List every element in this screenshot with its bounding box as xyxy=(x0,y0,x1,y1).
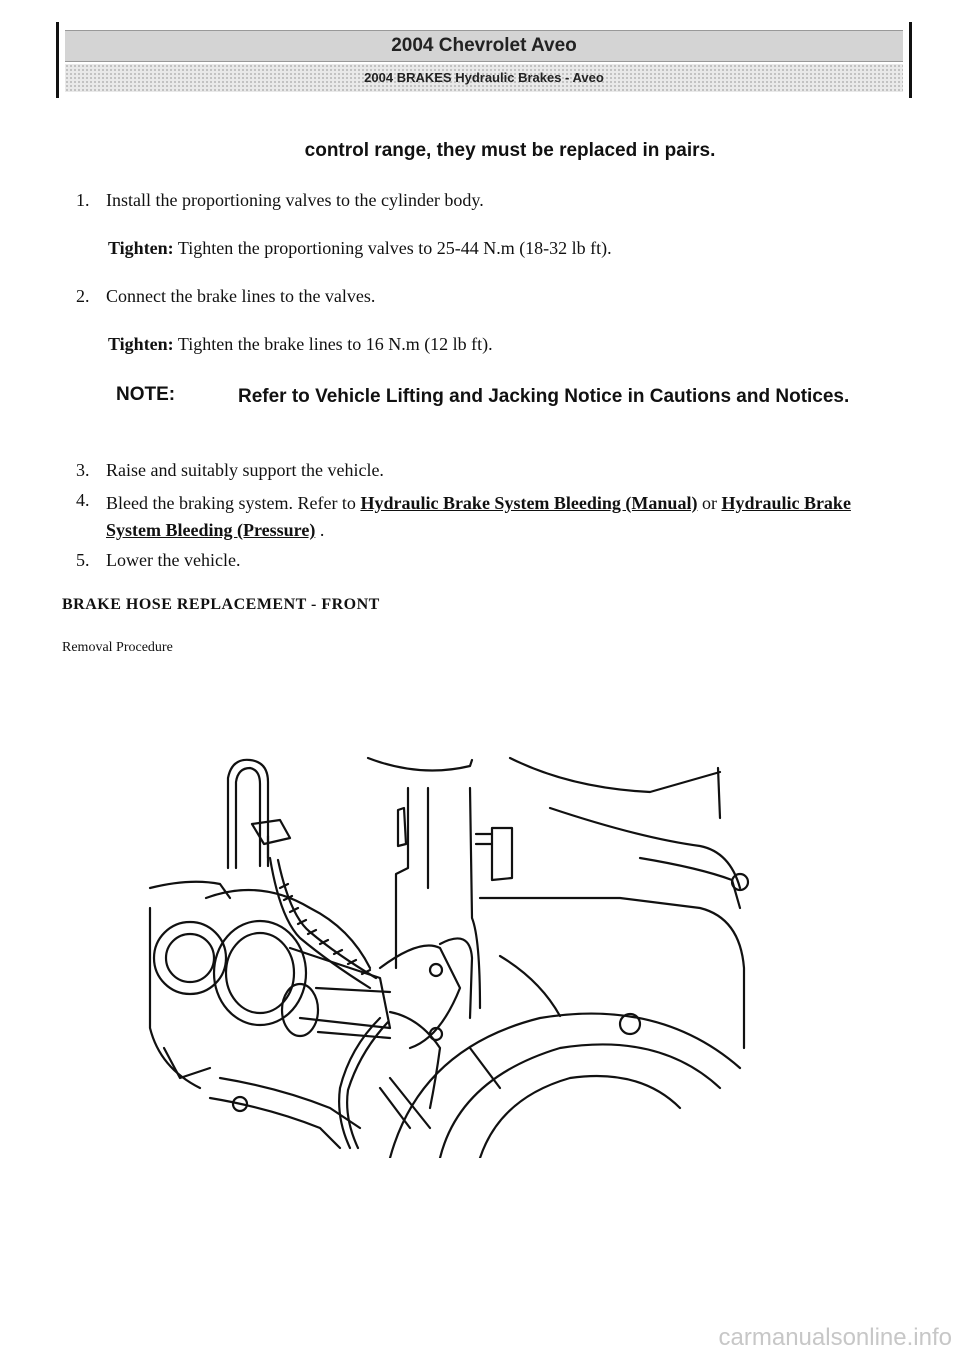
document-subtitle: 2004 BRAKES Hydraulic Brakes - Aveo xyxy=(65,64,903,92)
note-label: NOTE: xyxy=(116,384,176,405)
link-bleeding-manual[interactable]: Hydraulic Brake System Bleeding (Manual) xyxy=(360,493,698,513)
subsection-title: Removal Procedure xyxy=(62,640,173,655)
step-text xyxy=(106,490,866,544)
step-text-end: . xyxy=(319,520,325,540)
step-number: 3. xyxy=(76,460,90,480)
step-text: Lower the vehicle. xyxy=(106,550,241,570)
step-text: Install the proportioning valves to the cylinder body. xyxy=(106,190,484,210)
step-number: 1. xyxy=(76,190,90,210)
tighten-label: Tighten: xyxy=(108,238,174,258)
document-title: 2004 Chevrolet Aveo xyxy=(65,30,903,62)
tighten-label: Tighten: xyxy=(108,334,174,354)
document-header xyxy=(56,22,912,98)
section-title: BRAKE HOSE REPLACEMENT - FRONT xyxy=(62,596,380,613)
step-text: Raise and suitably support the vehicle. xyxy=(106,460,384,480)
link-bleeding-pressure[interactable]: Hydraulic Brake System Bleeding (Pressure) xyxy=(106,493,851,540)
step-number: 5. xyxy=(76,550,90,570)
tighten-text: Tighten the proportioning valves to 25-44 N.m (18-32 lb ft). xyxy=(177,238,612,258)
step-text-lead: Bleed the braking system. Refer to xyxy=(106,493,356,513)
note-text: Refer to Vehicle Lifting and Jacking Notice in Cautions and Notices. xyxy=(238,386,850,407)
step-number: 2. xyxy=(76,286,90,306)
continued-text: control range, they must be replaced in pairs. xyxy=(304,140,716,161)
step-text: Connect the brake lines to the valves. xyxy=(106,286,376,306)
tighten-text: Tighten the brake lines to 16 N.m (12 lb ft). xyxy=(177,334,493,354)
watermark: carmanualsonline.info xyxy=(718,1324,952,1351)
step-text-or: or xyxy=(701,493,717,513)
step-number: 4. xyxy=(76,490,90,510)
tighten-spec-2 xyxy=(108,334,493,355)
brake-hose-illustration xyxy=(140,748,760,1158)
tighten-spec-1 xyxy=(108,238,612,259)
